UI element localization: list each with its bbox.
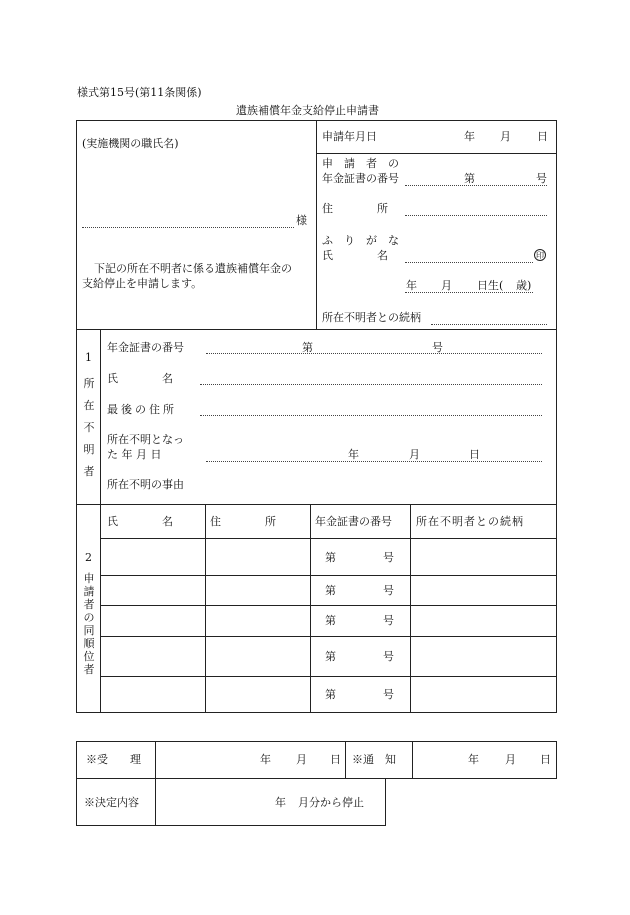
birth-month: 月 bbox=[441, 279, 452, 292]
s2-row1-line bbox=[100, 575, 557, 576]
agency-name-line bbox=[82, 227, 294, 228]
s1-last-address-line bbox=[200, 415, 542, 416]
s1-missing-date-label1: 所在不明となっ bbox=[107, 433, 184, 446]
section2-heading: 申請者の同順位者 bbox=[83, 572, 95, 676]
s1-name-line bbox=[200, 384, 542, 385]
s2-row3-dai: 第 bbox=[325, 614, 336, 627]
notify-month: 月 bbox=[505, 753, 516, 766]
relation-label: 所在不明者との続柄 bbox=[322, 311, 421, 324]
section1-heading: 所在不明者 bbox=[83, 377, 95, 478]
s2-row2-line bbox=[100, 605, 557, 606]
s1-missing-date-line bbox=[206, 461, 542, 462]
s2-row2-go: 号 bbox=[383, 584, 394, 597]
s1-missing-day: 日 bbox=[469, 448, 480, 461]
section2-col3-divider bbox=[310, 504, 311, 713]
applicant-name-label: 氏 名 bbox=[322, 249, 388, 262]
apply-month: 月 bbox=[500, 130, 511, 143]
apply-date-label: 申請年月日 bbox=[322, 130, 377, 143]
s2-col-relation: 所在不明者との続柄 bbox=[416, 515, 524, 528]
form-title: 遺族補償年金支給停止申請書 bbox=[236, 104, 379, 117]
applicant-address-line bbox=[405, 215, 547, 216]
statement-line1: 下記の所在不明者に係る遺族補償年金の bbox=[94, 262, 292, 275]
statement-line2: 支給停止を申請します。 bbox=[82, 277, 203, 290]
birth-year: 年 bbox=[406, 279, 417, 292]
section2-col4-divider bbox=[410, 504, 411, 713]
decision-year: 年 bbox=[275, 796, 286, 809]
decision-stop-text: 月分から停止 bbox=[298, 796, 364, 809]
s1-cert-go: 号 bbox=[432, 341, 443, 354]
s1-reason-label: 所在不明の事由 bbox=[107, 478, 184, 491]
s2-row1-go: 号 bbox=[383, 551, 394, 564]
birth-day: 日生( bbox=[477, 279, 504, 292]
notify-label: ※通 知 bbox=[352, 753, 396, 766]
s2-row5-dai: 第 bbox=[325, 688, 336, 701]
office-col2-divider bbox=[345, 741, 346, 779]
office-col3-divider bbox=[412, 741, 413, 779]
s1-missing-month: 月 bbox=[409, 448, 420, 461]
top-bottom-line bbox=[76, 329, 557, 330]
s2-row3-line bbox=[100, 636, 557, 637]
s1-name-label: 氏 名 bbox=[107, 372, 173, 385]
section1-bottom-line bbox=[76, 504, 557, 505]
section2-col2-divider bbox=[205, 504, 206, 713]
office-col1-divider bbox=[155, 741, 156, 826]
s1-cert-dai: 第 bbox=[302, 341, 313, 354]
top-divider bbox=[316, 120, 317, 329]
s2-col-cert: 年金証書の番号 bbox=[315, 515, 392, 528]
s1-cert-line bbox=[206, 353, 542, 354]
s1-cert-label: 年金証書の番号 bbox=[107, 341, 184, 354]
applicant-cert-go: 号 bbox=[536, 172, 547, 185]
applicant-label-line2: 年金証書の番号 bbox=[322, 172, 399, 185]
notify-day: 日 bbox=[540, 753, 551, 766]
applicant-address-label: 住 所 bbox=[322, 202, 388, 215]
furigana-label: ふ り が な bbox=[322, 234, 399, 247]
section2-left-divider bbox=[100, 504, 101, 713]
s2-row4-go: 号 bbox=[383, 650, 394, 663]
s2-row1-dai: 第 bbox=[325, 551, 336, 564]
s2-row4-line bbox=[100, 676, 557, 677]
s2-row5-go: 号 bbox=[383, 688, 394, 701]
section1-divider bbox=[100, 329, 101, 504]
decision-label: ※決定内容 bbox=[84, 796, 139, 809]
received-day: 日 bbox=[330, 753, 341, 766]
s2-row3-go: 号 bbox=[383, 614, 394, 627]
s1-missing-year: 年 bbox=[348, 448, 359, 461]
form-number: 様式第15号(第11条関係) bbox=[77, 86, 202, 99]
apply-day: 日 bbox=[537, 130, 548, 143]
office-use-frame bbox=[76, 741, 557, 779]
agency-label: (実施機関の職氏名) bbox=[82, 137, 179, 150]
birth-age: 歳) bbox=[516, 279, 532, 292]
s1-last-address-label: 最後の住所 bbox=[107, 403, 177, 416]
s2-header-line bbox=[100, 538, 557, 539]
birth-date-line bbox=[405, 292, 533, 293]
s2-col-address: 住 所 bbox=[210, 515, 276, 528]
s1-missing-date-label2: た 年 月 日 bbox=[107, 448, 162, 461]
apply-date-underline bbox=[316, 153, 556, 154]
s2-row2-dai: 第 bbox=[325, 584, 336, 597]
section1-number: 1 bbox=[85, 351, 92, 364]
s2-row4-dai: 第 bbox=[325, 650, 336, 663]
s2-col-name: 氏 名 bbox=[107, 515, 173, 528]
seal-mark: 印 bbox=[536, 251, 544, 260]
section2-number: 2 bbox=[85, 551, 92, 564]
relation-line bbox=[431, 324, 547, 325]
sama-text: 様 bbox=[296, 214, 307, 227]
applicant-cert-dai: 第 bbox=[464, 172, 475, 185]
applicant-label-line1: 申 請 者 の bbox=[322, 157, 399, 170]
received-year: 年 bbox=[260, 753, 271, 766]
received-label: ※受 理 bbox=[86, 753, 141, 766]
notify-year: 年 bbox=[468, 753, 479, 766]
received-month: 月 bbox=[296, 753, 307, 766]
applicant-cert-line bbox=[405, 185, 547, 186]
applicant-name-line bbox=[405, 262, 533, 263]
apply-year: 年 bbox=[464, 130, 475, 143]
